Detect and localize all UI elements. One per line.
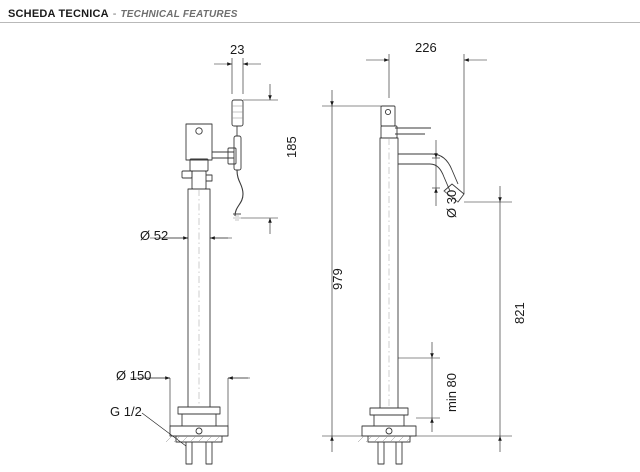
left-product-outline xyxy=(166,100,243,464)
page-header xyxy=(0,0,640,28)
dimension-thread-size: G 1/2 xyxy=(110,404,142,419)
title-separator: - xyxy=(112,8,117,20)
drawing-svg xyxy=(0,28,640,472)
dimension-handshower-height: 185 xyxy=(284,136,299,158)
dimension-handshower-width: 23 xyxy=(230,42,245,57)
header-divider xyxy=(0,22,640,23)
dimension-spout-diameter: Ø 30 xyxy=(444,189,459,218)
header-title-row xyxy=(8,8,238,20)
dimension-spout-reach: 226 xyxy=(415,40,437,55)
drawing-canvas xyxy=(0,28,640,472)
dimension-column-diameter: Ø 52 xyxy=(140,228,169,243)
page-subtitle: TECHNICAL FEATURES xyxy=(120,9,238,20)
dimension-total-height: 979 xyxy=(330,268,345,290)
dimension-base-diameter: Ø 150 xyxy=(116,368,152,383)
dimension-spout-height: 821 xyxy=(512,302,527,324)
page-title: SCHEDA TECNICA xyxy=(8,8,109,20)
dimension-min-height: min 80 xyxy=(444,372,459,412)
